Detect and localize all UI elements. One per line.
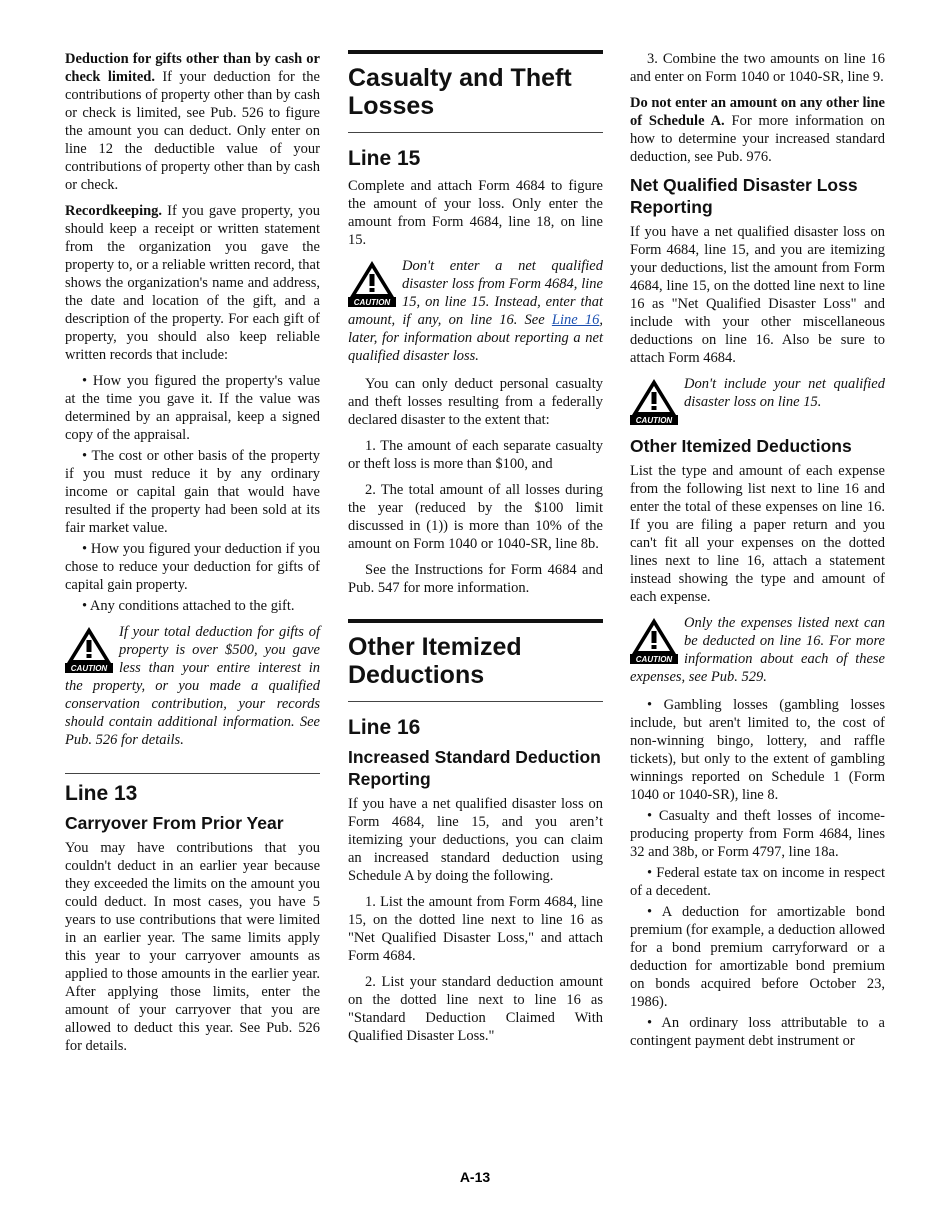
caution-note-expenses: CAUTION Only the expenses listed next can be deducted on line 16. For more information about each of these expenses, see Pub. 529.	[630, 615, 885, 685]
expense-list	[630, 696, 885, 1050]
casualty-item-1: 1. The amount of each separate casualty or theft loss is more than $100, and	[348, 438, 603, 472]
nqdl-body: If you have a net qualified disaster loss on Form 4684, line 15, and you are itemizing your deductions, list the amount from Form 4684, line 15, on the dotted line next to line 16 as "Net Qualified Disaster Loss" and include with your other miscellaneous deductions on line 16. Also be sure to attach Form 4684.	[630, 224, 885, 366]
casualty-theft-heading: Casualty and Theft Losses	[348, 50, 603, 133]
list-item: • Casualty and theft losses of income-producing property from Form 4684, lines 32 and 38b, or Form 4797, line 18a.	[630, 808, 886, 860]
gifts-paragraph	[65, 50, 320, 194]
isd-step-1: 1. List the amount from Form 4684, line 15, on the dotted line next to line 16 as "Net Qualified Disaster Loss," and attach Form 4684.	[348, 894, 603, 964]
casualty-intro: You can only deduct personal casualty and theft losses resulting from a federally declared disaster to the extent that:	[348, 376, 603, 428]
list-item: • Gambling losses (gambling losses include, but aren't limited to, the cost of non-winning bingo, lottery, and raffle tickets), but only to the extent of gambling winnings reported on Schedule 1 (Form 1040 or 1040-SR), line 8.	[630, 697, 885, 803]
line-16-link[interactable]: Line 16	[551, 312, 600, 328]
increased-standard-deduction-heading: Increased Standard Deduction Reporting	[348, 747, 601, 789]
column-3	[630, 50, 885, 1058]
recordkeeping-list	[65, 372, 320, 615]
caution-note-nqdl: CAUTION Don't include your net qualified disaster loss on line 15.	[630, 375, 885, 425]
list-item: • How you figured the property's value at the time you gave it. If the value was determined by an appraisal, keep a signed copy of the appraisal.	[65, 373, 321, 443]
caution-note-line15: CAUTION Don't enter a net qualified disaster loss from Form 4684, line 15, on line 15. Instead, enter that amount, if any, on line 16. See Line 16, later, for information about reporting a net qualified disaster loss.	[348, 258, 604, 364]
carryover-heading: Carryover From Prior Year	[65, 813, 284, 833]
page-number: A-13	[459, 1169, 491, 1185]
line-16-heading: Line 16	[348, 716, 421, 739]
see-instructions: See the Instructions for Form 4684 and Pub. 547 for more information.	[348, 562, 603, 596]
caution-icon	[65, 625, 113, 673]
svg-text:CAUTION: CAUTION	[353, 298, 391, 307]
line-13-heading: Line 13	[65, 773, 320, 806]
svg-text:CAUTION: CAUTION	[635, 416, 673, 425]
column-2	[348, 50, 603, 1053]
column-1	[65, 50, 320, 1063]
do-not-enter-paragraph: Do not enter an amount on any other line of Schedule A. For more information on how to determine your increased standard deduction, see Pub. 976.	[630, 95, 885, 165]
line-15-body: Complete and attach Form 4684 to figure the amount of your loss. Only enter the amount from Form 4684, line 18, on line 15.	[348, 178, 603, 248]
list-item: • An ordinary loss attributable to a contingent payment debt instrument or	[630, 1015, 885, 1049]
gifts-body: If your deduction for the contributions of property other than by cash or check is limited, see Pub. 526 to figure the amount you can deduct. Only enter on line 12 the deductible value of your contributions of property other than by cash or check.	[65, 69, 320, 193]
list-item: • The cost or other basis of the property if you must reduce it by any ordinary income or capital gain that would have resulted if the property had been sold at its fair market value.	[65, 448, 320, 536]
isd-body: If you have a net qualified disaster loss on Form 4684, line 15, and you aren’t itemizing your deductions, you can claim an increased standard deduction using Schedule A by doing the following.	[348, 796, 603, 884]
caution-note-gifts	[65, 623, 320, 749]
isd-step-3: 3. Combine the two amounts on line 16 and enter on Form 1040 or 1040-SR, line 9.	[630, 51, 885, 85]
list-item: • Any conditions attached to the gift.	[82, 598, 295, 614]
svg-text:CAUTION: CAUTION	[635, 655, 673, 664]
gifts-heading: Deduction for gifts other than by cash or check limited.	[65, 51, 320, 85]
casualty-item-2: 2. The total amount of all losses during the year (reduced by the $100 limit discussed in (1)) is more than 10% of the amount on Form 1040 or 1040-SR, line 8b.	[348, 482, 603, 552]
list-item: • How you figured your deduction if you chose to reduce your deduction for gifts of capital gain property.	[65, 541, 321, 593]
list-item: • Federal estate tax on income in respect of a decedent.	[630, 865, 885, 899]
carryover-body: You may have contributions that you couldn't deduct in an earlier year because they exceeded the limits on the amount you could deduct. In most cases, you have 5 years to use contributions that were limited in an earlier year. The same limits apply this year to your carryover amounts as applied to those amounts in the earlier year. After applying those limits, enter the amount of your carryover that you are allowed to deduct this year. See Pub. 526 for details.	[65, 840, 320, 1054]
nqdl-reporting-heading: Net Qualified Disaster Loss Reporting	[630, 175, 858, 217]
caution-icon	[630, 377, 678, 425]
line-15-heading: Line 15	[348, 147, 421, 170]
other-itemized-deductions-subheading: Other Itemized Deductions	[630, 436, 852, 456]
recordkeeping-heading: Recordkeeping.	[65, 203, 163, 219]
recordkeeping-paragraph	[65, 202, 320, 364]
svg-text:CAUTION: CAUTION	[70, 664, 108, 673]
other-itemized-heading: Other Itemized Deductions	[348, 619, 603, 702]
caution-icon	[348, 259, 396, 307]
oid-body: List the type and amount of each expense from the following list next to line 16 and enter the total of these expenses on line 16. If you are filing a paper return and you can't fit all your expenses on the dotted lines next to line 16, attach a statement instead showing the type and amount of each expense.	[630, 463, 885, 605]
recordkeeping-body: If you gave property, you should keep a receipt or written statement from the organization you gave the property to, or a reliable written record, that shows the organization's name and address, the date and location of the gift, and a description of the property. For each gift of property, you should also keep reliable written records that include:	[65, 203, 320, 363]
caution-text: If your total deduction for gifts of property is over $500, you gave less than your entire interest in the property, or you made a qualified conservation contribution, your records should contain additional information. See Pub. 526 for details.	[65, 624, 320, 748]
isd-step-2: 2. List your standard deduction amount on the dotted line next to line 16 as "Standard Deduction Claimed With Qualified Disaster Loss."	[348, 974, 603, 1044]
list-item: • A deduction for amortizable bond premium (for example, a deduction allowed for a bond premium carryforward or a deduction for amortizable bond premium on bonds acquired before October 23, 1986).	[630, 904, 885, 1010]
caution-icon	[630, 616, 678, 664]
